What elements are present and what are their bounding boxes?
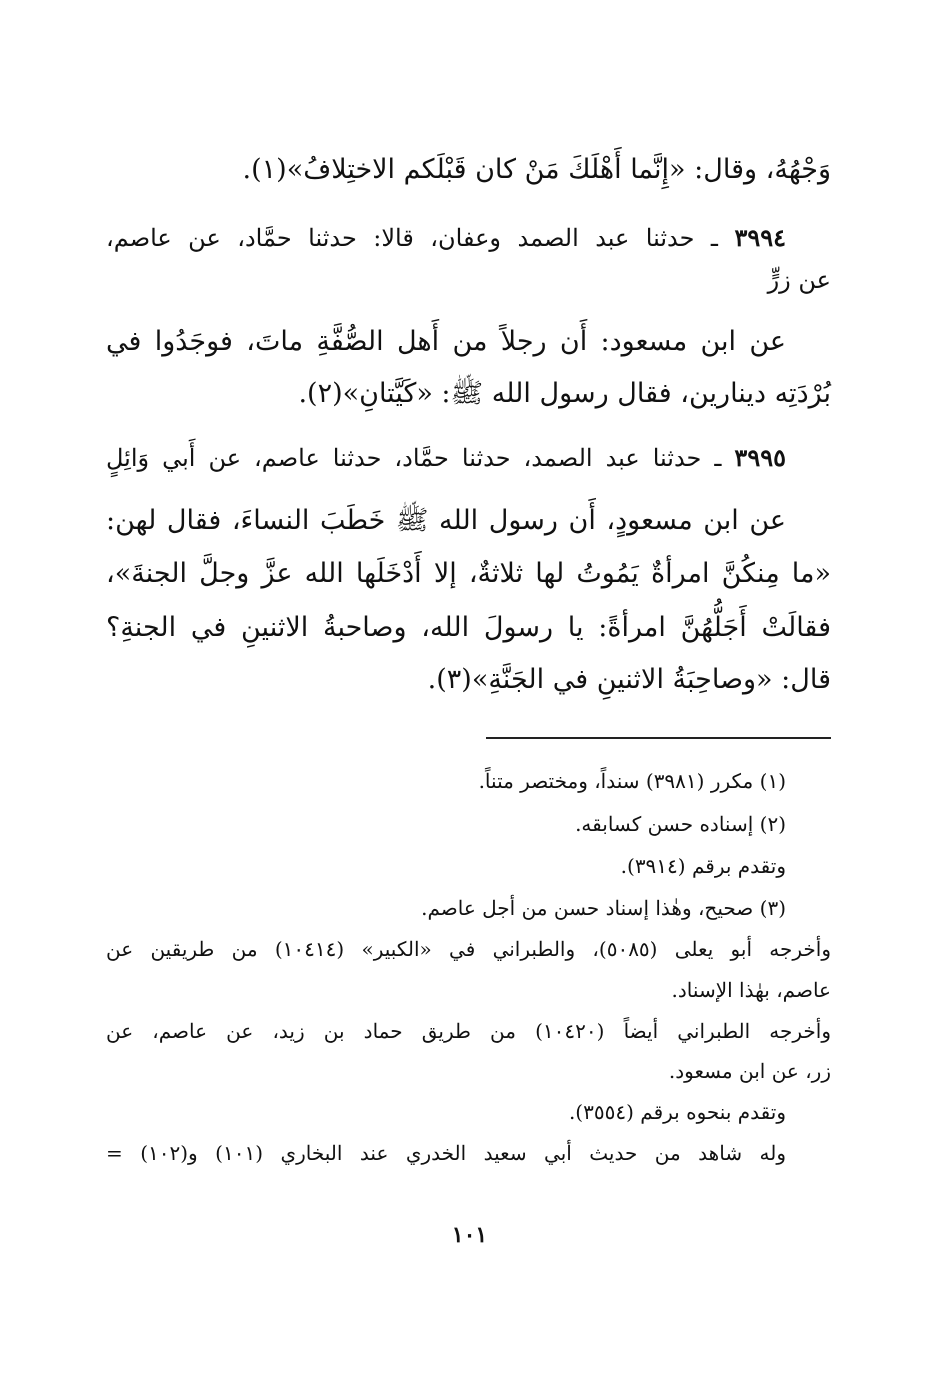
footnote-line: (٢) إسناده حسن كسابقه. (575, 812, 786, 836)
footnote-line: (١) مكرر (٣٩٨١) سنداً، ومختصر متناً. (478, 769, 786, 793)
hadith-3994-text-line: بُرْدَتِه دينارين، فقال رسول الله ﷺ: «كَيَّتانِ»(٢). (298, 378, 831, 409)
hadith-3995-text-line: فقالَتْ أَجَلُّهُنَّ امرأةً: يا رسولَ الله، وصاحبةُ الاثنينِ في الجنةِ؟ (106, 612, 831, 643)
hadith-3995-text-line: عن ابن مسعودٍ، أَن رسول الله ﷺ خَطَبَ النساءَ، فقال لهن: (106, 505, 786, 536)
hadith-3995-text-line: «ما مِنكُنَّ امرأةٌ يَمُوتُ لها ثلاثةٌ، إلا أَدْخَلَها الله عزَّ وجلَّ الجنةَ»، (106, 558, 831, 589)
footnote-line: وأخرجه أبو يعلى (٥٠٨٥)، والطبراني في «الكبير» (١٠٤١٤) من طريقين عن (106, 937, 832, 961)
hadith-3994-isnad: ٣٩٩٤ ـ حدثنا عبد الصمد وعفان، قالا: حدثنا حمَّاد، عن عاصم، (106, 223, 786, 252)
footnote-line: (٣) صحيح، وهٰذا إسناد حسن من أجل عاصم. (421, 896, 786, 920)
hadith-3994-isnad-cont: عن زرٍّ (767, 266, 831, 294)
footnote-line: وتقدم بنحوه برقم (٣٥٥٤). (568, 1100, 786, 1124)
hadith-3993-end: وَجْهُهُ، وقال: «إِنَّما أَهْلَكَ مَنْ كان قَبْلَكم الاختِلافُ»(١). (242, 154, 831, 185)
hadith-3994-text-line: عن ابن مسعود: أَن رجلاً من أَهل الصُّفَّةِ ماتَ، فوجَدُوا في (106, 326, 786, 357)
hadith-3995-isnad: ٣٩٩٥ ـ حدثنا عبد الصمد، حدثنا حمَّاد، حدثنا عاصم، عن أَبي وَائِلٍ (106, 443, 786, 472)
footnote-line: زر، عن ابن مسعود. (668, 1059, 831, 1083)
footnote-separator (486, 737, 831, 739)
footnote-line: وله شاهد من حديث أبي سعيد الخدري عند البخاري (١٠١) و(١٠٢) = (106, 1141, 787, 1165)
page-number: ١٠١ (451, 1222, 488, 1248)
hadith-3995-text-line: قال: «وصاحِبَةُ الاثنينِ في الجَنَّةِ»(٣). (427, 664, 831, 695)
hadith-number-3994: ٣٩٩٤ (734, 223, 786, 252)
hadith-number-3995: ٣٩٩٥ (734, 443, 786, 472)
footnote-line: عاصم، بهٰذا الإسناد. (671, 978, 831, 1002)
footnote-line: وتقدم برقم (٣٩١٤). (620, 854, 786, 878)
footnote-line: وأخرجه الطبراني أيضاً (١٠٤٢٠) من طريق حماد بن زيد، عن عاصم، عن (106, 1019, 831, 1043)
